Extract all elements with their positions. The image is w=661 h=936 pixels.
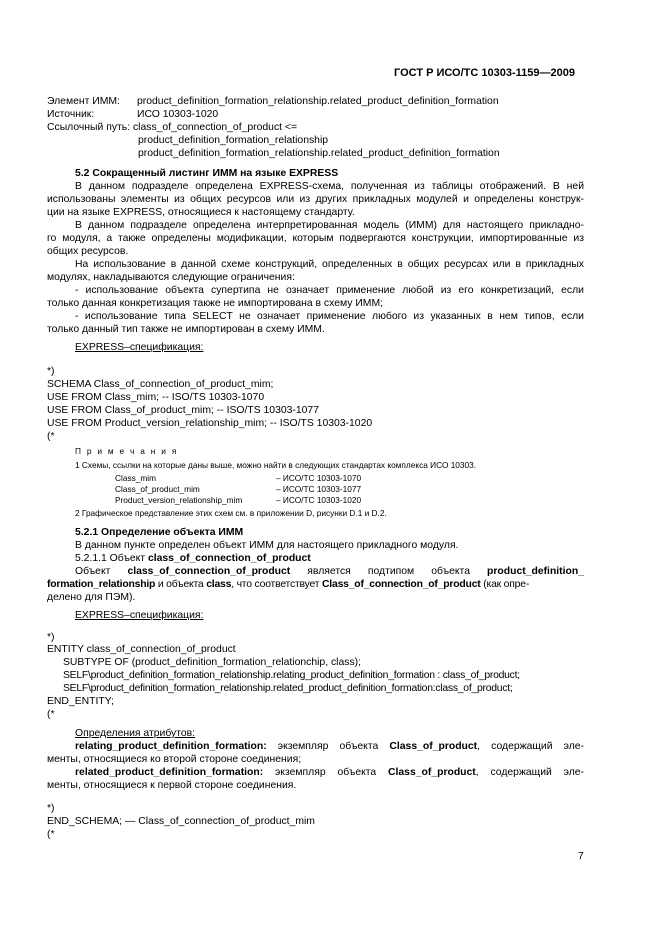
p4-line-1: - использование объекта супертипа не означает применение любой из его конкретизаций, если (75, 285, 584, 296)
code-open-2: *) (47, 632, 55, 643)
p4-line-2: только данная конкретизация также не импортирована в схему ИММ; (47, 298, 383, 309)
code-close-3: (* (47, 829, 55, 840)
code-open-1: *) (47, 366, 55, 377)
subsection-number: 5.2.1.1 Объект (75, 553, 148, 564)
page-number: 7 (578, 851, 584, 862)
subsection-5-2-1-1-title (75, 552, 311, 565)
p5-line-2: только данный тип также не импортирован в схему ИММ. (47, 324, 325, 335)
attribute-2-line-2: менты, относящиеся к первой стороне соединения. (47, 780, 297, 791)
p2-line-1: В данном подразделе определена интерпретированная модель (ИММ) для настоящего прикладно- (75, 220, 584, 231)
code-end-entity-line: END_ENTITY; (47, 696, 114, 707)
desc-class: class (206, 579, 232, 590)
note-schema-name: Class_of_product_mim (115, 484, 200, 494)
code-subtype-line: SUBTYPE OF (product_definition_formation_relationchip, class); (63, 657, 362, 668)
p3-line-2: модулях, накладываются следующие ограничения: (47, 272, 295, 283)
attribute-text: экземпляр объекта (266, 741, 390, 752)
refpath-line-1: class_of_connection_of_product <= (132, 122, 298, 133)
element-value: product_definition_formation_relationship.related_product_definition_formation (137, 96, 499, 107)
attribute-name: relating_product_definition_formation: (75, 741, 267, 752)
desc-entity: class_of_connection_of_product (127, 566, 291, 577)
desc-supertype: formation_relationship (47, 579, 156, 590)
note-row (115, 495, 361, 506)
section-5-2-title: 5.2 Сокращенный листинг ИММ на языке EXPRESS (75, 168, 339, 179)
attribute-1-line-2: менты, относящиеся ко второй стороне соединения; (47, 754, 302, 765)
attribute-object: Class_of_product (388, 767, 476, 778)
desc-arm-entity: Class_of_connection_of_product (322, 579, 481, 590)
attribute-1-line-1 (75, 740, 584, 753)
subsection-entity-name: class_of_connection_of_product (147, 553, 311, 564)
attribute-text: , содержащий эле- (475, 767, 585, 778)
refpath-line-3: product_definition_formation_relationship.related_product_definition_formation (138, 148, 500, 159)
note-schema-std: – ИСО/ТС 10303-1070 (276, 473, 362, 483)
p3-line-1: На использование в данной схеме конструкций, определенных в общих ресурсах или в прикладных (75, 259, 584, 270)
attribute-text: , содержащий эле- (477, 741, 585, 752)
source-value: ИСО 10303-1020 (137, 109, 219, 120)
desc-text: и объекта (155, 579, 207, 590)
code-close-2: (* (47, 709, 55, 720)
attribute-name: related_product_definition_formation: (75, 767, 264, 778)
code-use-line-3: USE FROM Product_version_relationship_mim; -- ISO/TS 10303-1020 (47, 418, 373, 429)
desc-text: , что соответствует (231, 579, 322, 590)
mapping-refpath-row (47, 121, 297, 134)
mapping-element-row (47, 95, 499, 108)
desc-text: Объект (75, 566, 128, 577)
code-close-1: (* (47, 431, 55, 442)
refpath-line-2: product_definition_formation_relationship (138, 135, 329, 146)
mapping-source-row (47, 108, 218, 121)
note-row (115, 484, 361, 495)
code-open-3: *) (47, 803, 55, 814)
attribute-2-line-1 (75, 766, 584, 779)
p1-line-2: использованы элементы из общих ресурсов или из других прикладных модулей и определены конструк- (47, 194, 584, 205)
notes-title: П р и м е ч а н и я (75, 446, 179, 456)
note-schema-name: Product_version_relationship_mim (115, 495, 243, 505)
refpath-label: Ссылочный путь: (47, 122, 131, 133)
p5-line-1: - использование типа SELECT не означает применение любого из указанных в нем типов, если (75, 311, 584, 322)
attribute-definitions-label: Определения атрибутов: (75, 728, 196, 739)
element-label: Элемент ИММ: (47, 96, 120, 107)
code-self-line-1: SELF\product_definition_formation_relationship.relating_product_definition_formation : class_of_product; (63, 670, 520, 681)
code-schema-line: SCHEMA Class_of_connection_of_product_mim; (47, 379, 274, 390)
section-5-2-1-title: 5.2.1 Определение объекта ИММ (75, 527, 244, 538)
note-row (115, 473, 361, 484)
note-2: 2 Графическое представление этих схем см. в приложении D, рисунки D.1 и D.2. (75, 508, 387, 518)
p1-line-1: В данном подразделе определена EXPRESS-схема, полученная из таблицы отображений. В ней (75, 181, 584, 192)
source-label: Источник: (47, 109, 95, 120)
desc-text: является подтипом объекта (290, 566, 488, 577)
document-header: ГОСТ Р ИСО/ТС 10303-1159—2009 (394, 67, 575, 79)
code-end-schema-line: END_SCHEMA; — Class_of_connection_of_product_mim (47, 816, 315, 827)
note-schema-std: – ИСО/ТС 10303-1077 (276, 484, 362, 494)
attribute-object: Class_of_product (389, 741, 478, 752)
desc-text: (как опре- (480, 579, 530, 590)
code-use-line-2: USE FROM Class_of_product_mim; -- ISO/TS 10303-1077 (47, 405, 319, 416)
code-entity-line: ENTITY class_of_connection_of_product (47, 644, 236, 655)
code-use-line-1: USE FROM Class_mim; -- ISO/TS 10303-1070 (47, 392, 265, 403)
express-spec-label-1: EXPRESS–спецификация: (75, 342, 204, 353)
entity-desc-line-2 (47, 578, 529, 591)
attribute-text: экземпляр объекта (263, 767, 388, 778)
section-5-2-1-intro: В данном пункте определен объект ИММ для настоящего прикладного модуля. (75, 540, 459, 551)
note-1: 1 Схемы, ссылки на которые даны выше, можно найти в следующих стандартах комплекса ИСО 10303. (75, 460, 477, 470)
code-self-line-2: SELF\product_definition_formation_relationship.related_product_definition_formation:class_of_product; (63, 683, 513, 694)
desc-supertype: product_definition_ (487, 566, 584, 577)
p1-line-3: ции на языке EXPRESS, относящиеся к настоящему стандарту. (47, 207, 355, 218)
entity-desc-line-1 (75, 565, 584, 578)
express-spec-label-2: EXPRESS–спецификация: (75, 610, 204, 621)
p2-line-2: го модуля, а также определены модификации, которым подвергаются конструкции, импортированные из (47, 233, 584, 244)
note-schema-std: – ИСО/ТС 10303-1020 (276, 495, 362, 505)
p2-line-3: общих ресурсов. (47, 246, 129, 257)
entity-desc-line-3: делено для ПЭМ). (47, 592, 136, 603)
note-schema-name: Class_mim (115, 473, 157, 483)
